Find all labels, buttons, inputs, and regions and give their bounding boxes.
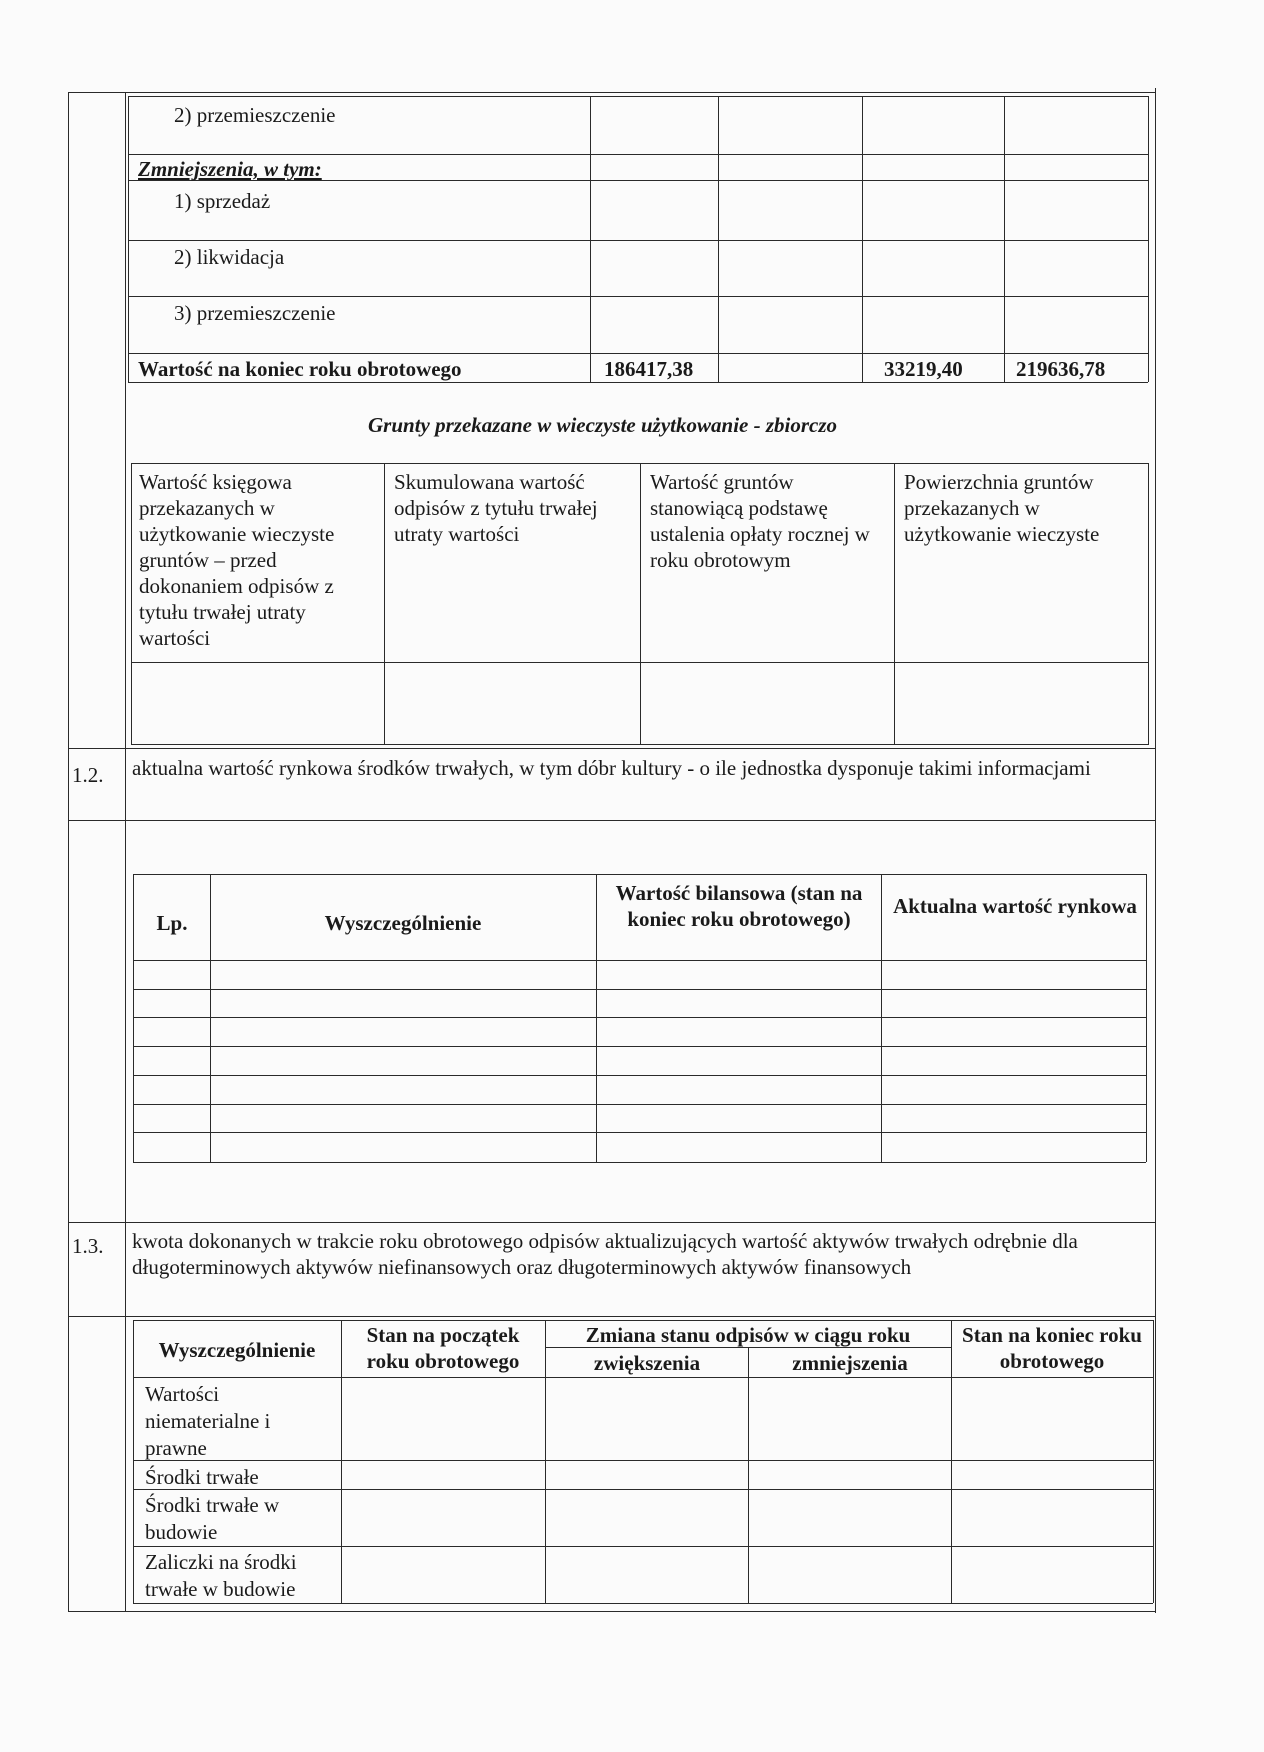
grunty-header-skumulowana: Skumulowana wartość odpisów z tytułu trwałej utraty wartości bbox=[394, 470, 598, 546]
section-1-3-text: kwota dokonanych w trakcie roku obrotowego odpisów aktualizujących wartość aktywów trwałych odrębnie dla długoterminowych aktywów niefinansowych oraz długoterminowych aktywów finansowych bbox=[132, 1229, 1078, 1279]
wd-row-zaliczki: Zaliczki na środki trwałe w budowie bbox=[145, 1550, 297, 1601]
wd-row-srodki-trwale-w-budowie: Środki trwałe w budowie bbox=[145, 1493, 280, 1544]
row-przemieszczenie-3: 3) przemieszczenie bbox=[174, 301, 336, 325]
section-1-2-number: 1.2. bbox=[72, 763, 104, 787]
grunty-title: Grunty przekazane w wieczyste użytkowanie - zbiorczo bbox=[368, 413, 838, 437]
wd-row-srodki-trwale: Środki trwałe bbox=[145, 1465, 259, 1489]
header-wyszczegolnienie: Wyszczególnienie bbox=[324, 911, 482, 935]
total-value-1: 186417,38 bbox=[604, 357, 694, 381]
row-zmniejszenia-heading: Zmniejszenia, w tym: bbox=[138, 157, 322, 181]
total-value-3: 33219,40 bbox=[884, 357, 963, 381]
row-sprzedaz: 1) sprzedaż bbox=[174, 189, 271, 213]
wd-row-wartosci-niematerialne: Wartości niematerialne i prawne bbox=[145, 1382, 271, 1460]
wd-header-zmniejszenia: zmniejszenia bbox=[792, 1351, 908, 1375]
grunty-header-wartosc-gruntow: Wartość gruntów stanowiącą podstawę ustalenia opłaty rocznej w roku obrotowym bbox=[650, 470, 870, 572]
header-aktualna-wartosc: Aktualna wartość rynkowa bbox=[893, 894, 1137, 918]
grunty-header-wartosc-ksiegowa: Wartość księgowa przekazanych w użytkowanie wieczyste gruntów – przed dokonaniem odpisów z tytułu trwałej utraty wartości bbox=[139, 470, 335, 650]
row-przemieszczenie-2: 2) przemieszczenie bbox=[174, 103, 336, 127]
section-1-3-number: 1.3. bbox=[72, 1234, 104, 1258]
total-value-4: 219636,78 bbox=[1016, 357, 1106, 381]
row-likwidacja: 2) likwidacja bbox=[174, 245, 285, 269]
wd-header-stan-koniec: Stan na koniec roku obrotowego bbox=[962, 1323, 1142, 1373]
wd-header-wyszczegolnienie: Wyszczególnienie bbox=[158, 1338, 316, 1362]
wd-header-stan-poczatek: Stan na początek roku obrotowego bbox=[366, 1323, 520, 1373]
wd-header-zmiana-stanu: Zmiana stanu odpisów w ciągu roku bbox=[585, 1323, 911, 1347]
section-1-2-text: aktualna wartość rynkowa środków trwałych, w tym dóbr kultury - o ile jednostka dysponuje takimi informacjami bbox=[132, 756, 1091, 780]
grunty-header-powierzchnia: Powierzchnia gruntów przekazanych w użytkowanie wieczyste bbox=[904, 470, 1100, 546]
wd-header-zwiekszenia: zwiększenia bbox=[593, 1351, 701, 1375]
header-lp: Lp. bbox=[156, 911, 188, 935]
header-wartosc-bilansowa: Wartość bilansowa (stan na koniec roku obrotowego) bbox=[615, 881, 863, 931]
total-label: Wartość na koniec roku obrotowego bbox=[138, 357, 462, 381]
